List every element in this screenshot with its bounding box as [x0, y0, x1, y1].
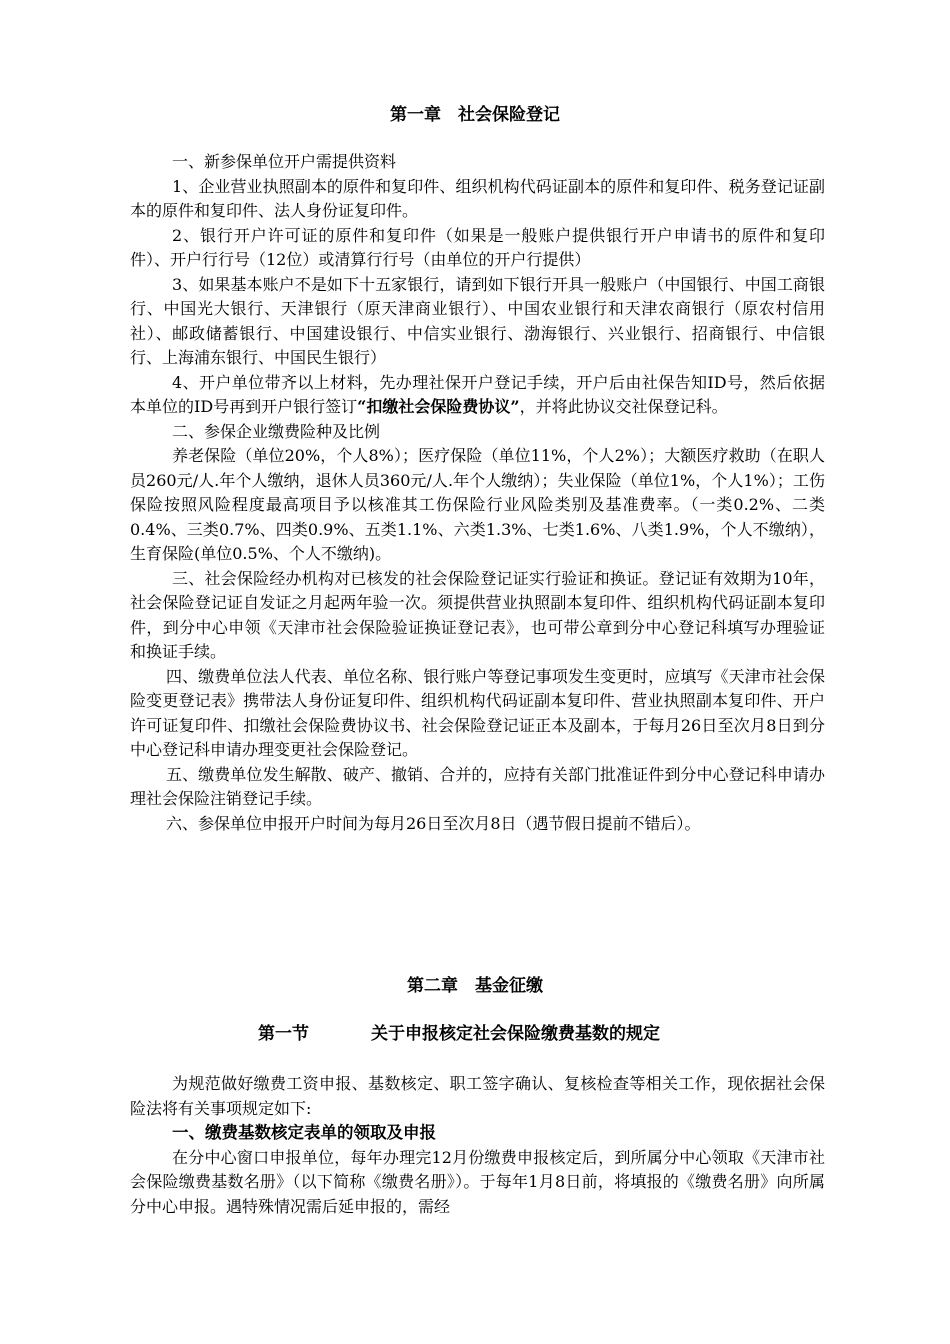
section-1-heading: 一、新参保单位开户需提供资料 [172, 152, 397, 171]
chapter-2-body [130, 1072, 825, 1219]
section-1-item-3: 3、如果基本账户不是如下十五家银行，请到如下银行开具一般账户（中国银行、中国工商银行、中国光大银行、天津银行（原天津商业银行）、中国农业银行和天津农商银行（原农村信用社）、邮政储蓄银行、中国建设银行、中信实业银行、渤海银行、兴业银行、招商银行、中信银行、上海浦东银行、中国民生银行） [130, 274, 825, 367]
section-1-item-1: 1、企业营业执照副本的原件和复印件、组织机构代码证副本的原件和复印件、税务登记证副本的原件和复印件、法人身份证复印件。 [130, 176, 825, 220]
section-2-rates: 养老保险（单位20%，个人8%）；医疗保险（单位11%，个人2%）；大额医疗救助（在职人员260元/人.年个人缴纳，退休人员360元/人.年个人缴纳）；失业保险（单位1%，个人1%）；工伤保险按照风险程度最高项目予以核准其工伤保险行业风险类别及基准费率。（一类0.2%、二类0.4%、三类0.7%、四类0.9%、五类1.1%、六类1.3%、七类1.6%、八类1.9%，个人不缴纳），生育保险(单位0.5%、个人不缴纳)。 [130, 446, 825, 563]
section-2-heading: 二、参保企业缴费险种及比例 [172, 421, 381, 441]
chapter-2-intro: 为规范做好缴费工资申报、基数核定、职工签字确认、复核检查等相关工作，现依据社会保险法将有关事项规定如下: [130, 1074, 825, 1118]
subsection-1-paragraph: 在分中心窗口申报单位，每年办理完12月份缴费申报核定后，到所属分中心领取《天津市社会保险缴费基数名册》（以下简称《缴费名册》）。于每年1月8日前，将填报的《缴费名册》向所属分中心申报。遇特殊情况需后延申报的，需经 [130, 1147, 825, 1216]
chapter-2-title: 第二章 基金征缴 [407, 976, 543, 996]
item-4-text-b: ，并将此协议交社保登记科。 [519, 397, 728, 416]
section-number: 第一节 [258, 1024, 309, 1044]
section-1-item-2: 2、银行开户许可证的原件和复印件（如果是一般账户提供银行开户申请书的原件和复印件）、开户行行号（12位）或清算行行号（由单位的开户行提供） [130, 225, 825, 269]
chapter-1-body [130, 150, 825, 836]
section-4-paragraph: 四、缴费单位法人代表、单位名称、银行账户等登记事项发生变更时，应填写《天津市社会保险变更登记表》携带法人身份证复印件、组织机构代码证副本复印件、营业执照副本复印件、开户许可证复印件、扣缴社会保险费协议书、社会保险登记证正本及副本，于每月26日至次月8日到分中心登记科申请办理变更社会保险登记。 [130, 666, 825, 759]
section-5-paragraph: 五、缴费单位发生解散、破产、撤销、合并的，应持有关部门批准证件到分中心登记科申请办理社会保险注销登记手续。 [130, 764, 825, 808]
chapter-1-title: 第一章 社会保险登记 [390, 105, 560, 125]
section-3-paragraph: 三、社会保险经办机构对已核发的社会保险登记证实行验证和换证。登记证有效期为10年，社会保险登记证自发证之月起两年验一次。须提供营业执照副本复印件、组织机构代码证副本复印件，到分中心申领《天津市社会保险验证换证登记表》，也可带公章到分中心登记科填写办理验证和换证手续。 [130, 568, 825, 661]
section-1-item-4 [130, 371, 825, 420]
subsection-1-heading: 一、缴费基数核定表单的领取及申报 [172, 1123, 436, 1142]
section-6-paragraph: 六、参保单位申报开户时间为每月26日至次月8日（遇节假日提前不错后）。 [166, 813, 701, 833]
section-title: 关于申报核定社会保险缴费基数的规定 [371, 1024, 660, 1044]
item-4-agreement-name: “扣缴社会保险费协议” [357, 397, 520, 416]
item-4-text-a: 4、开户单位带齐以上材料，先办理社保开户登记手续，开户后由社保告知ID号，然后依据本单位的ID号再到开户银行签订 [130, 372, 825, 416]
